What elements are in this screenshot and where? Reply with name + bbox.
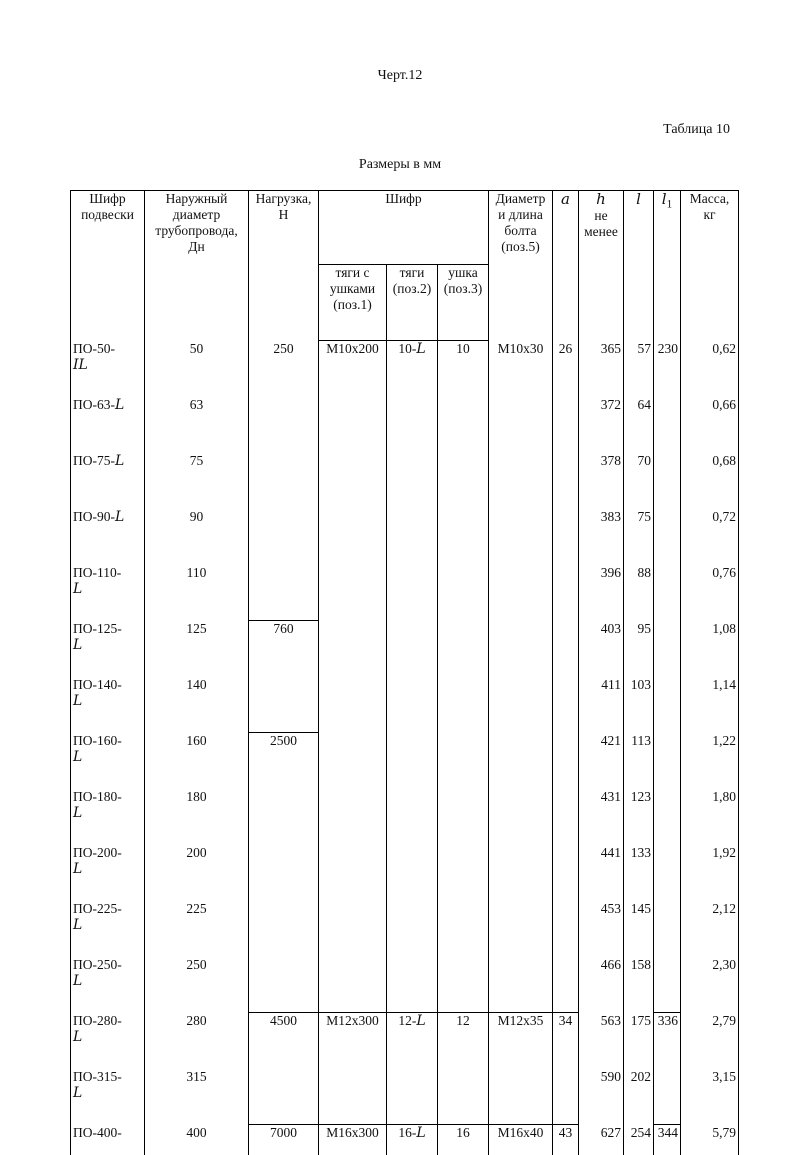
cell-a <box>553 453 579 509</box>
cell-l1 <box>654 621 681 677</box>
table-row <box>71 453 739 509</box>
cell-l: 175 <box>624 1013 654 1069</box>
cell-mass: 0,72 <box>681 509 739 565</box>
cell-h: 590 <box>579 1069 624 1125</box>
cell-l1 <box>654 733 681 789</box>
cell-load <box>249 1069 319 1125</box>
cell-diameter: 160 <box>145 733 249 789</box>
cell-mass: 1,08 <box>681 621 739 677</box>
cell-l1 <box>654 397 681 453</box>
cell-a <box>553 397 579 453</box>
cell-ear: 12 <box>438 1013 489 1069</box>
cell-code: ПО-225- L <box>71 901 145 957</box>
cell-tie-with-ears <box>319 565 387 621</box>
header-ear: ушка (поз.3) <box>438 265 489 341</box>
cell-a <box>553 565 579 621</box>
cell-tie-with-ears: М16х300 <box>319 1125 387 1155</box>
header-shifr: Шифр <box>319 191 489 265</box>
cell-h: 421 <box>579 733 624 789</box>
cell-diameter: 125 <box>145 621 249 677</box>
header-l1: $l_1$ <box>654 191 681 341</box>
cell-tie <box>387 901 438 957</box>
cell-a: 34 <box>553 1013 579 1069</box>
cell-tie <box>387 509 438 565</box>
cell-ear <box>438 397 489 453</box>
header-l: l <box>624 191 654 341</box>
cell-diameter: 280 <box>145 1013 249 1069</box>
cell-bolt <box>489 509 553 565</box>
cell-h: 365 <box>579 341 624 397</box>
table-row <box>71 1013 739 1069</box>
cell-tie-with-ears <box>319 509 387 565</box>
cell-tie <box>387 789 438 845</box>
cell-diameter: 200 <box>145 845 249 901</box>
cell-a <box>553 1069 579 1125</box>
cell-l1 <box>654 677 681 733</box>
cell-tie: 16-L <box>387 1125 438 1155</box>
cell-tie-with-ears <box>319 789 387 845</box>
cell-a <box>553 957 579 1013</box>
cell-a <box>553 733 579 789</box>
cell-ear <box>438 733 489 789</box>
drawing-caption: Черт.12 <box>377 68 423 83</box>
cell-a <box>553 509 579 565</box>
cell-l: 133 <box>624 845 654 901</box>
cell-tie: 12-L <box>387 1013 438 1069</box>
table-row <box>71 733 739 789</box>
cell-l1: 230 <box>654 341 681 397</box>
cell-mass: 2,79 <box>681 1013 739 1069</box>
cell-tie <box>387 397 438 453</box>
header-load: Нагрузка, Н <box>249 191 319 341</box>
cell-l1 <box>654 509 681 565</box>
cell-l: 75 <box>624 509 654 565</box>
cell-mass: 0,68 <box>681 453 739 509</box>
cell-load: 2500 <box>249 733 319 789</box>
cell-bolt <box>489 733 553 789</box>
cell-l: 254 <box>624 1125 654 1155</box>
cell-load: 250 <box>249 341 319 397</box>
cell-ear <box>438 1069 489 1125</box>
cell-diameter: 180 <box>145 789 249 845</box>
cell-a <box>553 677 579 733</box>
cell-l: 95 <box>624 621 654 677</box>
cell-bolt <box>489 845 553 901</box>
cell-a <box>553 621 579 677</box>
cell-tie-with-ears: М12х300 <box>319 1013 387 1069</box>
cell-h: 396 <box>579 565 624 621</box>
cell-load <box>249 509 319 565</box>
cell-tie-with-ears: М10х200 <box>319 341 387 397</box>
cell-tie <box>387 845 438 901</box>
cell-tie-with-ears <box>319 677 387 733</box>
cell-h: 563 <box>579 1013 624 1069</box>
cell-l: 145 <box>624 901 654 957</box>
cell-mass: 0,66 <box>681 397 739 453</box>
cell-tie <box>387 733 438 789</box>
cell-load <box>249 845 319 901</box>
cell-l: 88 <box>624 565 654 621</box>
cell-h: 466 <box>579 957 624 1013</box>
cell-tie-with-ears <box>319 453 387 509</box>
cell-bolt <box>489 621 553 677</box>
cell-l1: 336 <box>654 1013 681 1069</box>
cell-ear: 10 <box>438 341 489 397</box>
table-row <box>71 509 739 565</box>
cell-h: 372 <box>579 397 624 453</box>
cell-bolt: М12х35 <box>489 1013 553 1069</box>
cell-load <box>249 677 319 733</box>
cell-tie-with-ears <box>319 901 387 957</box>
header-bolt: Диаметр и длина болта (поз.5) <box>489 191 553 341</box>
cell-a: 43 <box>553 1125 579 1155</box>
cell-bolt <box>489 1069 553 1125</box>
cell-a <box>553 789 579 845</box>
table-row <box>71 789 739 845</box>
cell-tie <box>387 453 438 509</box>
cell-ear <box>438 957 489 1013</box>
header-mass: Масса, кг <box>681 191 739 341</box>
cell-l: 158 <box>624 957 654 1013</box>
cell-tie-with-ears <box>319 957 387 1013</box>
header-h: h не менее <box>579 191 624 341</box>
cell-code: ПО-50- IL <box>71 341 145 397</box>
cell-bolt <box>489 397 553 453</box>
cell-code: ПО-125- L <box>71 621 145 677</box>
table-header-row <box>71 191 739 265</box>
cell-l1 <box>654 565 681 621</box>
cell-bolt: М16х40 <box>489 1125 553 1155</box>
cell-code: ПО-250- L <box>71 957 145 1013</box>
cell-tie: 10-L <box>387 341 438 397</box>
cell-h: 453 <box>579 901 624 957</box>
cell-mass: 2,12 <box>681 901 739 957</box>
units-caption: Размеры в мм <box>358 157 442 172</box>
dimensions-table <box>70 190 739 1155</box>
cell-bolt <box>489 901 553 957</box>
cell-mass: 0,76 <box>681 565 739 621</box>
table-row <box>71 677 739 733</box>
cell-code: ПО-280- L <box>71 1013 145 1069</box>
cell-mass: 1,22 <box>681 733 739 789</box>
cell-ear <box>438 677 489 733</box>
header-diameter: Наружный диаметр трубопровода, Дн <box>145 191 249 341</box>
cell-h: 431 <box>579 789 624 845</box>
cell-code: ПО-315- L <box>71 1069 145 1125</box>
cell-bolt <box>489 453 553 509</box>
cell-h: 383 <box>579 509 624 565</box>
cell-load <box>249 957 319 1013</box>
cell-mass: 5,79 <box>681 1125 739 1155</box>
cell-tie <box>387 1069 438 1125</box>
cell-diameter: 90 <box>145 509 249 565</box>
cell-mass: 1,92 <box>681 845 739 901</box>
cell-h: 378 <box>579 453 624 509</box>
cell-tie-with-ears <box>319 621 387 677</box>
cell-code: ПО-140- L <box>71 677 145 733</box>
header-code: Шифр подвески <box>71 191 145 341</box>
cell-tie <box>387 677 438 733</box>
cell-l1 <box>654 1069 681 1125</box>
cell-diameter: 250 <box>145 957 249 1013</box>
cell-code: ПО-160- L <box>71 733 145 789</box>
cell-bolt <box>489 565 553 621</box>
cell-bolt <box>489 677 553 733</box>
cell-a: 26 <box>553 341 579 397</box>
cell-diameter: 75 <box>145 453 249 509</box>
table-row <box>71 957 739 1013</box>
cell-diameter: 50 <box>145 341 249 397</box>
cell-diameter: 400 <box>145 1125 249 1155</box>
table-row <box>71 397 739 453</box>
cell-code: ПО-200- L <box>71 845 145 901</box>
cell-h: 411 <box>579 677 624 733</box>
cell-mass: 3,15 <box>681 1069 739 1125</box>
table-row <box>71 565 739 621</box>
cell-ear <box>438 901 489 957</box>
cell-load <box>249 789 319 845</box>
cell-l: 57 <box>624 341 654 397</box>
cell-l1 <box>654 957 681 1013</box>
cell-mass: 2,30 <box>681 957 739 1013</box>
cell-tie <box>387 621 438 677</box>
cell-load <box>249 901 319 957</box>
cell-l1 <box>654 901 681 957</box>
header-tie: тяги (поз.2) <box>387 265 438 341</box>
cell-tie <box>387 957 438 1013</box>
cell-code: ПО-90-L <box>71 509 145 565</box>
cell-load: 4500 <box>249 1013 319 1069</box>
cell-ear <box>438 509 489 565</box>
cell-l1 <box>654 453 681 509</box>
cell-a <box>553 901 579 957</box>
cell-ear <box>438 845 489 901</box>
cell-mass: 1,14 <box>681 677 739 733</box>
cell-l1 <box>654 789 681 845</box>
cell-h: 441 <box>579 845 624 901</box>
cell-tie-with-ears <box>319 733 387 789</box>
cell-l: 64 <box>624 397 654 453</box>
cell-diameter: 63 <box>145 397 249 453</box>
cell-diameter: 315 <box>145 1069 249 1125</box>
cell-ear <box>438 621 489 677</box>
cell-bolt <box>489 957 553 1013</box>
cell-ear: 16 <box>438 1125 489 1155</box>
cell-mass: 0,62 <box>681 341 739 397</box>
cell-load <box>249 565 319 621</box>
cell-l1: 344 <box>654 1125 681 1155</box>
cell-bolt: М10х30 <box>489 341 553 397</box>
cell-code: ПО-400- <box>71 1125 145 1155</box>
cell-tie-with-ears <box>319 1069 387 1125</box>
cell-diameter: 140 <box>145 677 249 733</box>
cell-code: ПО-75-L <box>71 453 145 509</box>
cell-code: ПО-180- L <box>71 789 145 845</box>
cell-diameter: 225 <box>145 901 249 957</box>
cell-l: 113 <box>624 733 654 789</box>
cell-h: 403 <box>579 621 624 677</box>
cell-h: 627 <box>579 1125 624 1155</box>
table-row <box>71 845 739 901</box>
cell-l: 123 <box>624 789 654 845</box>
cell-load <box>249 397 319 453</box>
cell-load: 760 <box>249 621 319 677</box>
cell-ear <box>438 789 489 845</box>
table-row <box>71 1069 739 1125</box>
cell-load: 7000 <box>249 1125 319 1155</box>
table-row <box>71 341 739 397</box>
cell-mass: 1,80 <box>681 789 739 845</box>
cell-l1 <box>654 845 681 901</box>
cell-bolt <box>489 789 553 845</box>
table-row <box>71 901 739 957</box>
cell-tie-with-ears <box>319 845 387 901</box>
table-number: Таблица 10 <box>663 122 730 137</box>
cell-l: 202 <box>624 1069 654 1125</box>
cell-a <box>553 845 579 901</box>
cell-ear <box>438 565 489 621</box>
table-row <box>71 621 739 677</box>
cell-diameter: 110 <box>145 565 249 621</box>
header-a: a <box>553 191 579 341</box>
cell-l: 103 <box>624 677 654 733</box>
cell-load <box>249 453 319 509</box>
cell-ear <box>438 453 489 509</box>
cell-code: ПО-63-L <box>71 397 145 453</box>
cell-l: 70 <box>624 453 654 509</box>
cell-code: ПО-110- L <box>71 565 145 621</box>
header-tie-with-ears: тяги с ушками (поз.1) <box>319 265 387 341</box>
cell-tie-with-ears <box>319 397 387 453</box>
cell-tie <box>387 565 438 621</box>
